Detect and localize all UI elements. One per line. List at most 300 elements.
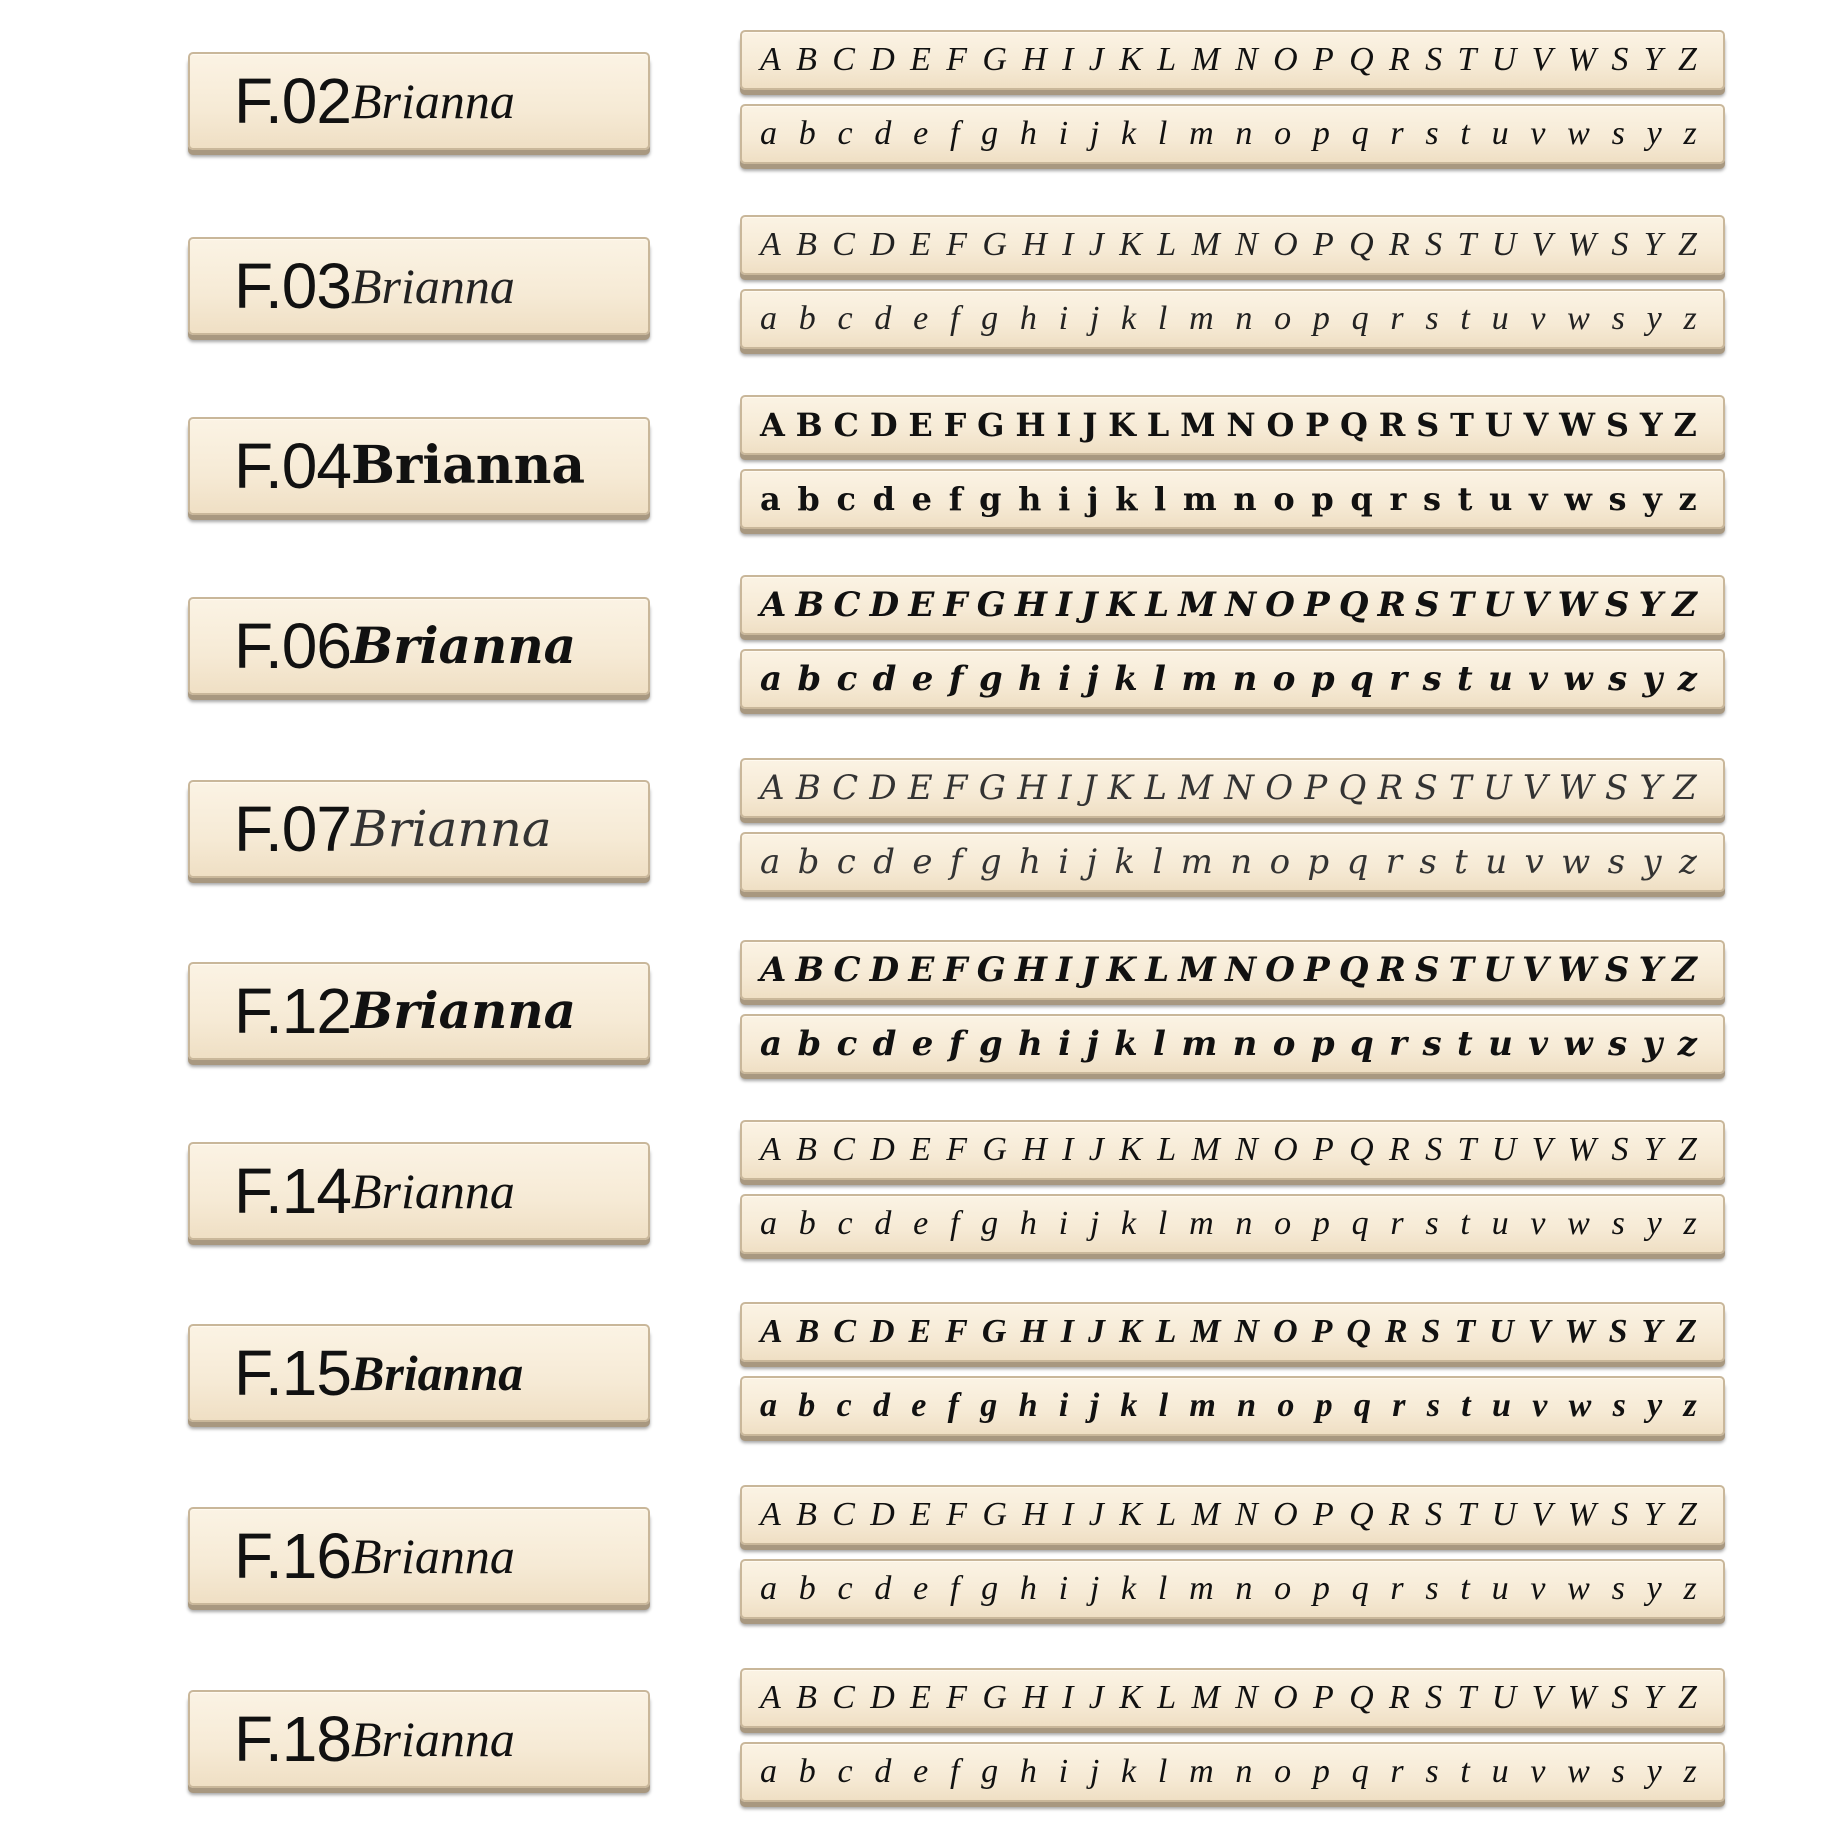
lowercase-glyph: l [1153,659,1166,699]
lowercase-glyph: b [797,659,822,699]
sample-name-text: Brianna [350,1345,524,1401]
lowercase-glyph: w [1567,300,1590,337]
lowercase-glyph: v [1530,300,1546,337]
uppercase-glyph: F [946,1131,968,1168]
uppercase-glyph: S [1421,1313,1441,1350]
uppercase-glyph: R [1389,1496,1410,1533]
lowercase-glyph: n [1233,480,1257,518]
uppercase-glyph: I [1062,1131,1074,1168]
uppercase-glyph: K [1119,1679,1142,1716]
lowercase-glyph: k [1121,300,1137,337]
font-code-label: F.15 [234,1337,351,1409]
lowercase-glyph: d [872,1387,890,1424]
uppercase-glyph: P [1305,406,1330,444]
uppercase-glyph: Y [1639,406,1663,444]
uppercase-alphabet-strip [740,1485,1725,1545]
uppercase-glyph: P [1304,585,1330,625]
lowercase-glyph: m [1189,115,1214,152]
lowercase-glyph: n [1235,1570,1253,1607]
lowercase-glyph: i [1058,1570,1069,1607]
lowercase-glyph: p [1312,300,1330,337]
lowercase-glyph: t [1460,300,1470,337]
uppercase-glyph: S [1604,950,1630,990]
uppercase-glyph: B [796,1496,817,1533]
lowercase-glyph: z [1677,1024,1697,1064]
uppercase-glyph: Z [1673,406,1697,444]
lowercase-glyph: b [797,1024,822,1064]
uppercase-glyph: K [1108,406,1136,444]
lowercase-glyph: b [798,115,816,152]
lowercase-glyph: j [1086,659,1099,699]
lowercase-glyph: i [1058,300,1069,337]
uppercase-glyph: E [910,41,931,78]
uppercase-glyph: U [1482,768,1512,808]
uppercase-alphabet-strip [740,1302,1725,1362]
lowercase-glyph: o [1277,1387,1295,1424]
font-sample-plate[interactable] [188,1142,650,1240]
lowercase-glyph: h [1018,842,1041,882]
uppercase-glyph: F [945,1313,968,1350]
uppercase-glyph: U [1491,41,1517,78]
sample-name-text: Brianna [350,1528,515,1584]
lowercase-glyph: s [1425,1753,1439,1790]
lowercase-glyph: i [1058,480,1071,518]
uppercase-glyph: A [760,226,781,263]
uppercase-glyph: U [1483,585,1513,625]
uppercase-glyph: M [1178,585,1216,625]
uppercase-glyph: S [1415,585,1440,625]
lowercase-glyph: y [1646,115,1662,152]
lowercase-glyph: f [949,115,960,152]
lowercase-glyph: v [1528,1024,1548,1064]
uppercase-glyph: C [833,950,861,990]
font-code-label: F.02 [234,65,351,137]
uppercase-glyph: U [1491,1679,1517,1716]
uppercase-glyph: Q [1346,1313,1371,1350]
sample-name-text: Brianna [350,1711,515,1767]
uppercase-glyph: S [1425,1131,1443,1168]
lowercase-glyph: r [1390,1570,1404,1607]
lowercase-glyph: z [1683,1570,1697,1607]
lowercase-glyph: d [874,1753,892,1790]
sample-name-text: Brianna [350,73,515,129]
lowercase-glyph: p [1312,115,1330,152]
sample-name-text: Brianna [350,1163,515,1219]
uppercase-glyph: F [943,406,967,444]
lowercase-glyph: t [1460,1205,1470,1242]
lowercase-glyph: o [1269,842,1291,882]
uppercase-glyph: C [832,1679,855,1716]
uppercase-glyph: J [1087,1313,1105,1350]
uppercase-glyph: T [1457,1131,1477,1168]
uppercase-glyph: R [1389,1131,1410,1168]
lowercase-alphabet-strip [740,104,1725,164]
lowercase-glyph: u [1488,1024,1513,1064]
lowercase-glyph: e [913,115,929,152]
lowercase-glyph: a [760,842,781,882]
lowercase-alphabet-strip [740,1559,1725,1619]
uppercase-glyph: Y [1643,1131,1663,1168]
lowercase-glyph: z [1683,1753,1697,1790]
lowercase-glyph: t [1457,480,1473,518]
uppercase-glyph: Q [1349,41,1374,78]
uppercase-glyph: M [1191,1496,1220,1533]
uppercase-glyph: T [1457,41,1477,78]
uppercase-glyph: M [1178,768,1213,808]
lowercase-glyph: b [798,1570,816,1607]
lowercase-glyph: s [1607,1024,1628,1064]
lowercase-glyph: z [1683,1205,1697,1242]
lowercase-glyph: v [1529,480,1548,518]
uppercase-glyph: C [833,406,859,444]
lowercase-glyph: j [1086,842,1098,882]
lowercase-glyph: m [1189,1570,1214,1607]
lowercase-glyph: n [1235,1205,1253,1242]
lowercase-alphabet-strip [740,1014,1725,1074]
uppercase-glyph: L [1146,406,1170,444]
lowercase-glyph: t [1461,1387,1471,1424]
uppercase-glyph: M [1191,226,1220,263]
uppercase-glyph: G [977,406,1005,444]
lowercase-glyph: c [836,1024,858,1064]
uppercase-glyph: S [1425,226,1443,263]
uppercase-glyph: S [1604,768,1629,808]
lowercase-glyph: z [1683,1387,1697,1424]
lowercase-glyph: m [1189,1753,1214,1790]
font-code-label: F.12 [234,975,351,1047]
uppercase-glyph: K [1106,950,1137,990]
uppercase-glyph: V [1531,41,1553,78]
lowercase-glyph: n [1232,659,1258,699]
uppercase-glyph: W [1567,1679,1597,1716]
lowercase-glyph: g [978,659,1003,699]
uppercase-glyph: D [870,1679,895,1716]
uppercase-glyph: Y [1638,950,1663,990]
lowercase-glyph: d [872,480,895,518]
uppercase-glyph: Z [1677,1679,1697,1716]
lowercase-glyph: s [1422,659,1442,699]
font-sample-plate[interactable] [188,52,650,150]
lowercase-glyph: k [1121,1570,1137,1607]
lowercase-glyph: p [1312,1570,1330,1607]
lowercase-alphabet-strip [740,469,1725,529]
uppercase-glyph: N [1234,1313,1260,1350]
uppercase-glyph: S [1425,1496,1443,1533]
uppercase-glyph: A [760,1679,781,1716]
lowercase-glyph: b [797,480,820,518]
lowercase-alphabet-strip [740,1742,1725,1802]
sample-name-text: Brianna [350,435,586,496]
font-sample-plate[interactable] [188,780,650,878]
lowercase-glyph: o [1274,1753,1292,1790]
lowercase-glyph: g [978,1024,1003,1064]
uppercase-glyph: L [1155,1313,1177,1350]
uppercase-glyph: W [1557,585,1596,625]
lowercase-glyph: u [1491,115,1509,152]
lowercase-glyph: o [1272,659,1296,699]
uppercase-glyph: S [1416,406,1440,444]
uppercase-glyph: Q [1338,950,1369,990]
lowercase-glyph: y [1646,1570,1662,1607]
uppercase-glyph: R [1377,768,1404,808]
lowercase-glyph: w [1567,1753,1590,1790]
lowercase-glyph: s [1611,1205,1625,1242]
lowercase-glyph: e [911,480,933,518]
uppercase-glyph: Z [1677,41,1697,78]
font-code-label: F.03 [234,250,351,322]
lowercase-glyph: w [1567,1570,1590,1607]
uppercase-glyph: T [1457,1496,1477,1533]
uppercase-glyph: C [833,1313,856,1350]
uppercase-glyph: B [796,1131,817,1168]
uppercase-glyph: N [1235,1131,1258,1168]
uppercase-glyph: M [1178,950,1216,990]
uppercase-glyph: B [796,1679,817,1716]
lowercase-glyph: s [1425,1570,1439,1607]
uppercase-glyph: G [976,950,1006,990]
font-sample-plate[interactable] [188,962,650,1060]
font-sample-plate[interactable] [188,1324,650,1422]
uppercase-glyph: R [1377,950,1406,990]
uppercase-glyph: G [978,768,1006,808]
lowercase-alphabet-strip [740,289,1725,349]
lowercase-glyph: h [1019,1205,1037,1242]
uppercase-glyph: K [1118,1313,1142,1350]
lowercase-glyph: n [1232,1024,1258,1064]
uppercase-glyph: W [1557,950,1596,990]
lowercase-glyph: l [1158,1387,1169,1424]
uppercase-glyph: K [1119,41,1142,78]
lowercase-glyph: v [1524,842,1544,882]
lowercase-glyph: y [1647,1387,1663,1424]
lowercase-glyph: v [1530,1570,1546,1607]
uppercase-glyph: M [1180,406,1216,444]
lowercase-glyph: c [837,300,853,337]
lowercase-glyph: u [1491,1570,1509,1607]
lowercase-glyph: s [1607,659,1628,699]
lowercase-glyph: i [1058,842,1070,882]
lowercase-glyph: c [837,1753,853,1790]
lowercase-glyph: p [1310,1024,1335,1064]
uppercase-glyph: H [1022,41,1047,78]
uppercase-glyph: U [1491,1496,1517,1533]
sample-name-text: Brianna [350,258,515,314]
lowercase-glyph: u [1485,842,1508,882]
uppercase-glyph: C [832,768,859,808]
lowercase-glyph: h [1017,1024,1043,1064]
lowercase-glyph: t [1460,1753,1470,1790]
lowercase-glyph: e [912,842,933,882]
lowercase-glyph: w [1563,1024,1593,1064]
uppercase-glyph: G [982,1496,1007,1533]
uppercase-glyph: O [1265,585,1295,625]
lowercase-glyph: r [1390,1205,1404,1242]
uppercase-glyph: V [1531,1679,1553,1716]
lowercase-glyph: q [1351,1570,1369,1607]
lowercase-glyph: c [836,659,858,699]
sample-name-text: Brianna [350,616,577,675]
uppercase-glyph: N [1235,1679,1258,1716]
uppercase-glyph: W [1567,1496,1597,1533]
lowercase-glyph: k [1115,480,1138,518]
uppercase-glyph: R [1384,1313,1408,1350]
lowercase-glyph: i [1058,1024,1072,1064]
uppercase-glyph: M [1191,1679,1220,1716]
lowercase-glyph: k [1120,1387,1138,1424]
uppercase-glyph: K [1106,585,1137,625]
uppercase-alphabet-strip [740,215,1725,275]
lowercase-glyph: c [836,1387,852,1424]
uppercase-glyph: S [1425,41,1443,78]
lowercase-glyph: d [874,1205,892,1242]
lowercase-glyph: l [1152,842,1164,882]
uppercase-glyph: Q [1340,406,1368,444]
lowercase-glyph: u [1489,480,1513,518]
uppercase-glyph: N [1224,768,1254,808]
uppercase-glyph: P [1304,950,1330,990]
uppercase-glyph: T [1450,406,1474,444]
lowercase-glyph: o [1274,1205,1292,1242]
lowercase-glyph: g [979,480,1002,518]
uppercase-glyph: B [795,768,821,808]
uppercase-alphabet-strip [740,940,1725,1000]
uppercase-glyph: Q [1349,226,1374,263]
uppercase-glyph: N [1225,585,1257,625]
lowercase-alphabet-strip [740,649,1725,709]
lowercase-glyph: b [798,300,816,337]
lowercase-glyph: c [837,115,853,152]
lowercase-glyph: o [1273,480,1295,518]
lowercase-glyph: a [760,1570,777,1607]
uppercase-glyph: Q [1338,768,1367,808]
lowercase-glyph: z [1678,480,1697,518]
uppercase-glyph: S [1425,1679,1443,1716]
uppercase-glyph: N [1226,406,1256,444]
lowercase-glyph: m [1189,1205,1214,1242]
uppercase-glyph: J [1082,406,1098,444]
lowercase-glyph: n [1235,1753,1253,1790]
uppercase-glyph: Y [1639,768,1662,808]
uppercase-alphabet-strip [740,1120,1725,1180]
uppercase-glyph: O [1273,1313,1298,1350]
font-code-label: F.04 [234,430,351,502]
uppercase-glyph: D [869,768,897,808]
lowercase-glyph: y [1643,480,1662,518]
font-code-label: F.14 [234,1155,351,1227]
uppercase-glyph: I [1062,226,1074,263]
uppercase-glyph: F [943,768,968,808]
uppercase-glyph: D [869,585,900,625]
uppercase-glyph: P [1304,768,1328,808]
font-sample-plate[interactable] [188,1690,650,1788]
font-sample-plate[interactable] [188,1507,650,1605]
uppercase-glyph: Z [1677,1131,1697,1168]
lowercase-glyph: y [1642,659,1663,699]
font-sample-plate[interactable] [188,237,650,335]
uppercase-glyph: A [760,406,785,444]
uppercase-glyph: K [1119,1131,1142,1168]
font-code-label: F.16 [234,1520,351,1592]
lowercase-glyph: r [1390,1753,1404,1790]
lowercase-glyph: d [874,115,892,152]
uppercase-glyph: R [1378,406,1406,444]
uppercase-glyph: Q [1349,1131,1374,1168]
uppercase-glyph: Z [1677,1496,1697,1533]
lowercase-glyph: g [981,1570,999,1607]
uppercase-glyph: M [1191,1131,1220,1168]
uppercase-glyph: H [1022,1496,1047,1533]
lowercase-glyph: k [1121,1753,1137,1790]
uppercase-glyph: C [832,41,855,78]
uppercase-glyph: O [1273,1131,1298,1168]
uppercase-glyph: L [1157,1496,1177,1533]
uppercase-glyph: V [1531,226,1553,263]
uppercase-glyph: Z [1672,585,1697,625]
uppercase-glyph: T [1448,950,1475,990]
font-sample-plate[interactable] [188,417,650,515]
font-sample-plate[interactable] [188,597,650,695]
lowercase-glyph: h [1019,1753,1037,1790]
uppercase-glyph: O [1273,1496,1298,1533]
uppercase-glyph: A [760,768,785,808]
lowercase-glyph: u [1492,1387,1511,1424]
uppercase-glyph: W [1559,406,1596,444]
lowercase-glyph: a [760,659,783,699]
uppercase-glyph: W [1567,41,1597,78]
lowercase-glyph: m [1189,300,1214,337]
lowercase-glyph: g [979,842,1002,882]
lowercase-glyph: r [1389,480,1407,518]
uppercase-glyph: E [908,1313,932,1350]
uppercase-glyph: V [1531,1131,1553,1168]
uppercase-glyph: U [1491,1131,1517,1168]
lowercase-glyph: a [760,480,781,518]
uppercase-glyph: H [1014,585,1048,625]
lowercase-glyph: t [1454,842,1468,882]
lowercase-glyph: k [1114,842,1136,882]
lowercase-glyph: a [760,1024,783,1064]
uppercase-glyph: P [1311,1313,1333,1350]
uppercase-glyph: B [795,585,825,625]
lowercase-glyph: g [981,115,999,152]
uppercase-glyph: F [946,226,968,263]
lowercase-glyph: d [872,659,897,699]
uppercase-glyph: C [832,1496,855,1533]
lowercase-glyph: d [872,1024,897,1064]
uppercase-glyph: W [1564,1313,1595,1350]
uppercase-glyph: O [1265,768,1294,808]
lowercase-glyph: m [1181,1024,1218,1064]
lowercase-glyph: z [1683,115,1697,152]
lowercase-glyph: f [949,1205,960,1242]
uppercase-glyph: C [832,1131,855,1168]
uppercase-alphabet-strip [740,30,1725,90]
uppercase-glyph: Y [1643,1679,1663,1716]
uppercase-glyph: L [1157,1679,1177,1716]
uppercase-glyph: Y [1643,41,1663,78]
lowercase-glyph: v [1530,1205,1546,1242]
lowercase-glyph: t [1460,1570,1470,1607]
uppercase-glyph: E [910,1131,931,1168]
uppercase-glyph: J [1082,768,1097,808]
uppercase-glyph: E [910,226,931,263]
lowercase-glyph: f [949,300,960,337]
lowercase-glyph: y [1646,300,1662,337]
lowercase-glyph: q [1351,1753,1369,1790]
lowercase-glyph: i [1058,659,1072,699]
lowercase-glyph: h [1018,1387,1038,1424]
lowercase-glyph: q [1351,115,1369,152]
